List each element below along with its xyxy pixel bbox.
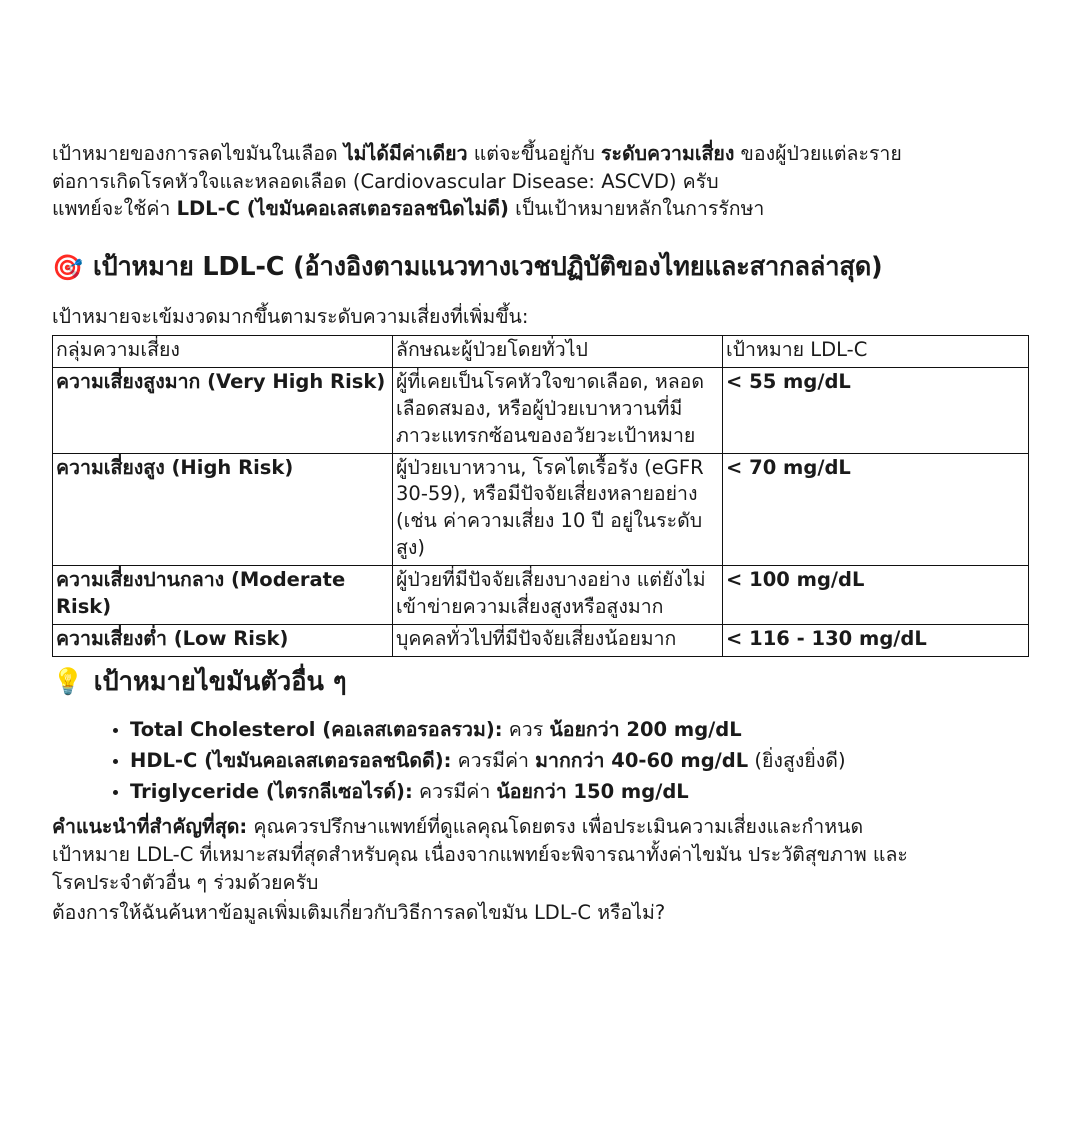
cell-risk-group: ความเสี่ยงสูงมาก (Very High Risk) [53,367,393,453]
cell-goal: < 100 mg/dL [723,566,1029,625]
intro-text-a: เป้าหมายของการลดไขมันในเลือด [52,142,344,165]
advice-line-1: คุณควรปรึกษาแพทย์ที่ดูแลคุณโดยตรง เพื่อประเมินความเสี่ยงและกำหนด [247,815,864,839]
list-item [130,716,1028,744]
intro-line-3 [52,197,764,220]
table-row [53,367,1029,453]
lipid-mid: ควร [502,718,550,742]
intro-line3-c: เป็นเป้าหมายหลักในการรักษา [508,197,765,221]
section-heading-text: เป้าหมาย LDL-C (อ้างอิงตามแนวทางเวชปฏิบัติของไทยและสากลล่าสุด) [92,252,883,283]
lipid-tail: (ยิ่งสูงยิ่งดี) [748,748,846,772]
list-item [130,747,1028,775]
lipid-mid: ควรมีค่า [412,779,497,803]
table-header-group: กลุ่มความเสี่ยง [53,335,393,367]
intro-line3-a: แพทย์จะใช้ค่า [52,197,177,221]
intro-paragraph [52,140,1028,223]
lipid-name: HDL-C (ไขมันคอเลสเตอรอลชนิดดี): [130,748,452,772]
cell-description: บุคคลทั่วไปที่มีปัจจัยเสี่ยงน้อยมาก [393,625,723,657]
intro-line-2: ต่อการเกิดโรคหัวใจและหลอดเลือด (Cardiovascular Disease: ASCVD) ครับ [52,169,719,193]
table-row [53,625,1029,657]
cell-goal: < 55 mg/dL [723,367,1029,453]
lipid-value: มากกว่า 40-60 mg/dL [535,748,749,772]
section-heading-ldlc-goal [52,249,1028,285]
advice-paragraph [52,813,1028,896]
lipid-name: Total Cholesterol (คอเลสเตอรอลรวม): [130,718,503,742]
intro-line-1 [52,142,902,165]
target-icon: 🎯 [52,252,83,282]
cell-goal: < 70 mg/dL [723,453,1029,566]
section-heading-other-lipids [52,664,1028,700]
intro-emph-risk-level: ระดับความเสี่ยง [601,142,735,165]
lipid-value: น้อยกว่า 200 mg/dL [549,718,742,742]
advice-line-3: โรคประจำตัวอื่น ๆ ร่วมด้วยครับ [52,870,319,894]
cell-risk-group: ความเสี่ยงสูง (High Risk) [53,453,393,566]
table-header-description: ลักษณะผู้ป่วยโดยทั่วไป [393,335,723,367]
advice-line-2: เป้าหมาย LDL-C ที่เหมาะสมที่สุดสำหรับคุณ เนื่องจากแพทย์จะพิจารณาทั้งค่าไขมัน ประวัติสุขภาพ และ [52,842,908,866]
list-item [130,778,1028,806]
intro-emph-ldlc: LDL-C (ไขมันคอเลสเตอรอลชนิดไม่ดี) [176,197,509,221]
cell-risk-group: ความเสี่ยงต่ำ (Low Risk) [53,625,393,657]
cell-description: ผู้ที่เคยเป็นโรคหัวใจขาดเลือด, หลอดเลือดสมอง, หรือผู้ป่วยเบาหวานที่มีภาวะแทรกซ้อนของอวัยวะเป้าหมาย [393,367,723,453]
advice-label: คำแนะนำที่สำคัญที่สุด: [52,815,248,839]
intro-text-c: แต่จะขึ้นอยู่กับ [467,142,602,165]
lipid-value: น้อยกว่า 150 mg/dL [496,779,689,803]
lipid-name: Triglyceride (ไตรกลีเซอไรด์): [130,779,413,803]
intro-text-e: ของผู้ป่วยแต่ละราย [734,142,902,165]
other-lipid-targets-list [52,716,1028,805]
intro-emph-no-single-value: ไม่ได้มีค่าเดียว [343,142,468,165]
followup-question: ต้องการให้ฉันค้นหาข้อมูลเพิ่มเติมเกี่ยวกับวิธีการลดไขมัน LDL-C หรือไม่? [52,901,666,925]
risk-goal-table [52,335,1029,657]
cell-goal: < 116 - 130 mg/dL [723,625,1029,657]
cell-description: ผู้ป่วยที่มีปัจจัยเสี่ยงบางอย่าง แต่ยังไม่เข้าข่ายความเสี่ยงสูงหรือสูงมาก [393,566,723,625]
table-row [53,453,1029,566]
lipid-mid: ควรมีค่า [451,748,536,772]
table-header-row [53,335,1029,367]
cell-risk-group: ความเสี่ยงปานกลาง (Moderate Risk) [53,566,393,625]
table-row [53,566,1029,625]
lightbulb-icon: 💡 [52,666,84,697]
section2-heading-text: เป้าหมายไขมันตัวอื่น ๆ [93,666,347,697]
cell-description: ผู้ป่วยเบาหวาน, โรคไตเรื้อรัง (eGFR 30-59), หรือมีปัจจัยเสี่ยงหลายอย่าง (เช่น ค่าความเสี่ยง 10 ปี อยู่ในระดับสูง) [393,453,723,566]
table-intro-note: เป้าหมายจะเข้มงวดมากขึ้นตามระดับความเสี่ยงที่เพิ่มขึ้น: [52,305,529,329]
table-header-goal: เป้าหมาย LDL-C [723,335,1029,367]
